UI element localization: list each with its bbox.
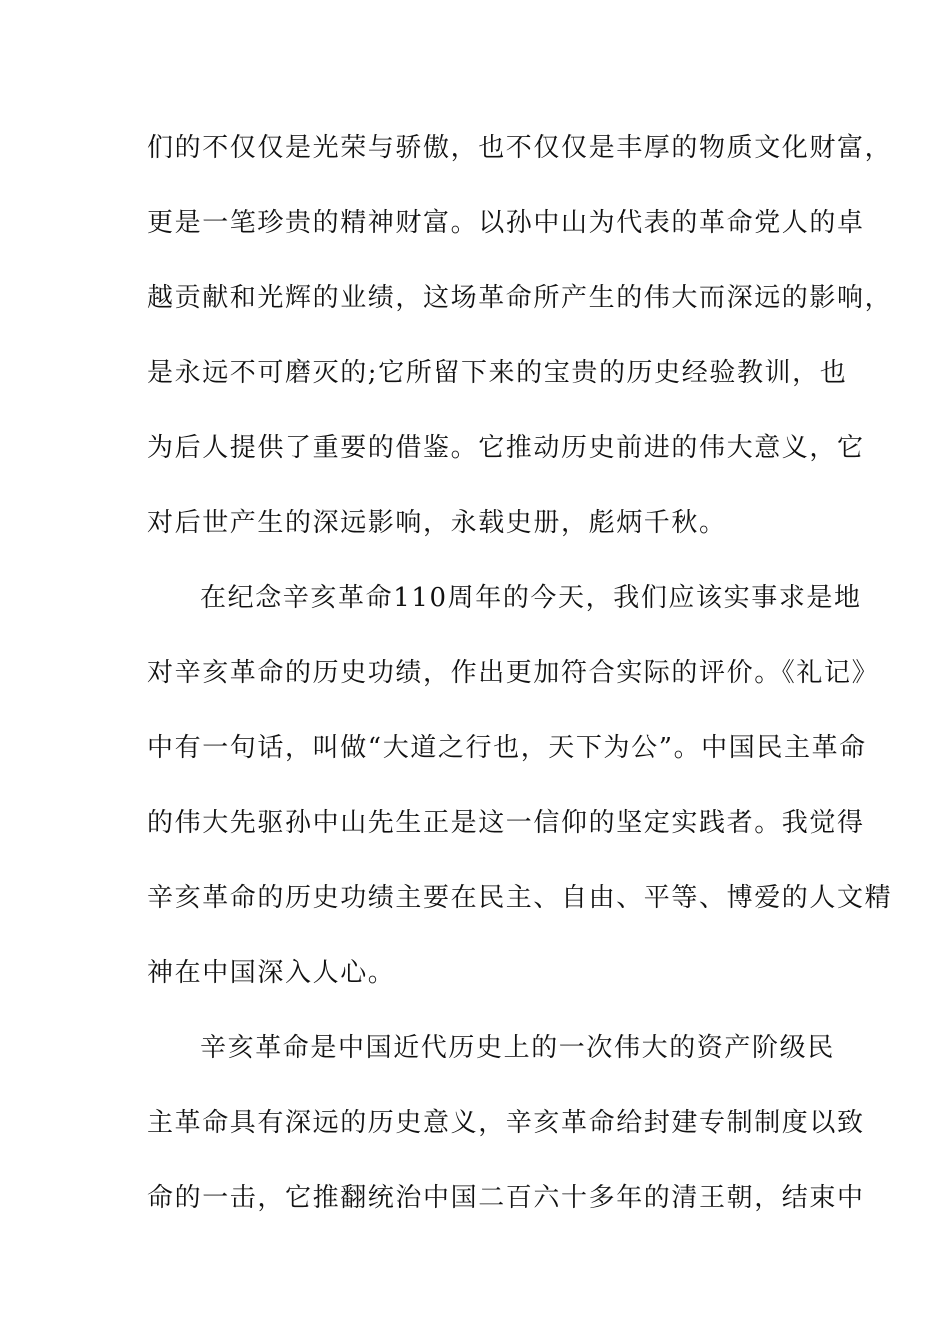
text-line: 神在中国深入人心。: [147, 958, 396, 988]
text-line: 中有一句话，叫做“大道之行也，天下为公”。中国民主革命: [147, 733, 867, 763]
text-line: 越贡献和光辉的业绩，这场革命所产生的伟大而深远的影响，: [147, 283, 893, 313]
text-line: 辛亥革命的历史功绩主要在民主、自由、平等、博爱的人文精: [147, 883, 893, 913]
text-line: 对后世产生的深远影响，永载史册，彪炳千秋。: [147, 508, 727, 538]
text-line: 主革命具有深远的历史意义，辛亥革命给封建专制制度以致: [147, 1108, 865, 1138]
text-line: 对辛亥革命的历史功绩，作出更加符合实际的评价。《礼记》: [147, 658, 880, 688]
text-line: 是永远不可磨灭的;它所留下来的宝贵的历史经验教训，也: [147, 358, 848, 388]
text-line: 们的不仅仅是光荣与骄傲，也不仅仅是丰厚的物质文化财富，: [147, 133, 893, 163]
text-line: 命的一击，它推翻统治中国二百六十多年的清王朝，结束中: [147, 1183, 865, 1213]
text-line: 更是一笔珍贵的精神财富。以孙中山为代表的革命党人的卓: [147, 208, 865, 238]
paragraph-first-line: 在纪念辛亥革命110周年的今天，我们应该实事求是地: [200, 583, 862, 613]
paragraph-first-line: 辛亥革命是中国近代历史上的一次伟大的资产阶级民: [200, 1033, 835, 1063]
text-line: 为后人提供了重要的借鉴。它推动历史前进的伟大意义，它: [147, 433, 865, 463]
text-line: 的伟大先驱孙中山先生正是这一信仰的坚定实践者。我觉得: [147, 808, 865, 838]
